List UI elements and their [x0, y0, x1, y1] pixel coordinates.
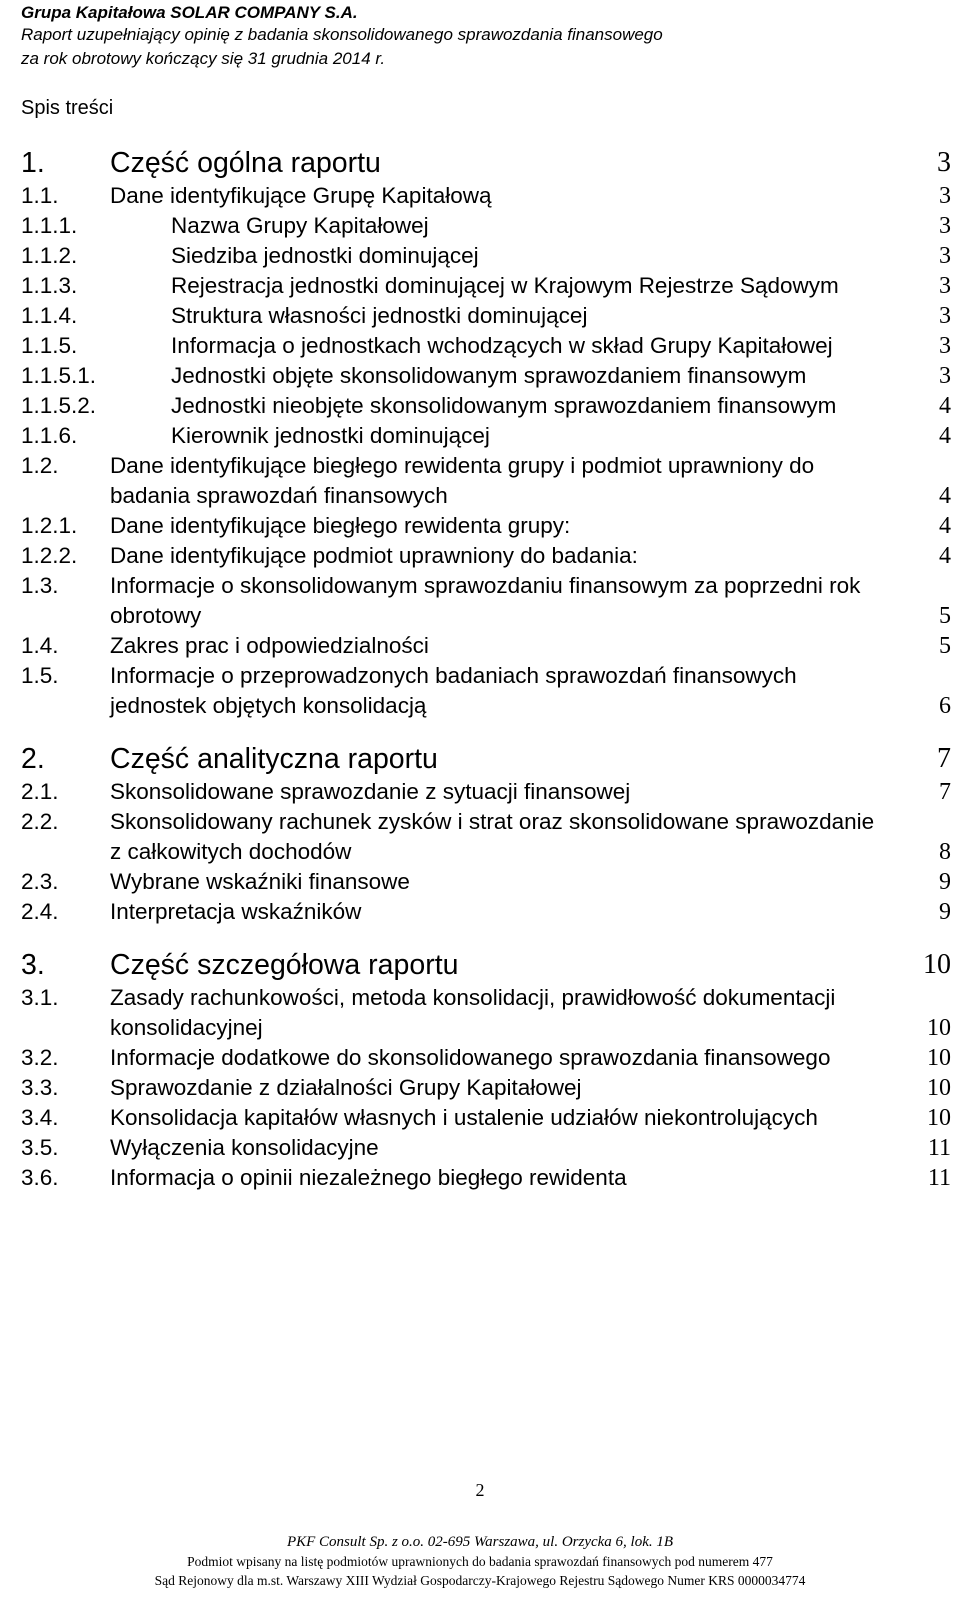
toc-entry-number: 3.4. [21, 1105, 59, 1130]
page-footer [0, 1532, 960, 1590]
toc-section-gap [21, 927, 951, 947]
toc-entry-title: Konsolidacja kapitałów własnych i ustalenie udziałów niekontrolujących [110, 1105, 818, 1130]
toc-entry-title: Struktura własności jednostki dominującej [171, 303, 588, 328]
toc-entry-title: Skonsolidowane sprawozdanie z sytuacji finansowej [110, 779, 631, 804]
toc-entry-page: 10 [927, 1015, 951, 1041]
toc-entry-title: Informacje o przeprowadzonych badaniach sprawozdań finansowych jednostek objętych konsolidacją [110, 663, 797, 718]
toc-entry-title: Część ogólna raportu [110, 147, 381, 179]
toc-entry-number: 1.1.6. [21, 423, 78, 448]
footer-registration: Podmiot wpisany na listę podmiotów uprawnionych do badania sprawozdań finansowych pod numerem 477 [187, 1554, 773, 1569]
toc-entry-page: 10 [927, 1045, 951, 1071]
toc-entry-number: 2.3. [21, 869, 59, 894]
toc-entry-page: 5 [939, 603, 951, 629]
toc-entry-page: 4 [939, 423, 951, 449]
toc-entry-number: 3.1. [21, 985, 59, 1010]
toc-entry[interactable] [21, 807, 951, 867]
toc-entry-title: Dane identyfikujące podmiot uprawniony do badania: [110, 543, 638, 568]
toc-entry-page: 10 [927, 1105, 951, 1131]
report-title-line-2: za rok obrotowy kończący się 31 grudnia 2014 r. [21, 49, 386, 68]
toc-entry-title: Dane identyfikujące biegłego rewidenta grupy i podmiot uprawniony do badania sprawozdań finansowych [110, 453, 815, 508]
toc-entry[interactable] [21, 541, 951, 571]
toc-entry-title: Dane identyfikujące Grupę Kapitałową [110, 183, 492, 208]
toc-entry[interactable] [21, 631, 951, 661]
toc-entry-title: Informacja o jednostkach wchodzących w skład Grupy Kapitałowej [171, 333, 833, 358]
toc-entry-page: 4 [939, 513, 951, 539]
toc-entry-page: 3 [939, 303, 951, 329]
toc-entry[interactable] [21, 571, 951, 631]
toc-entry-page: 4 [939, 393, 951, 419]
toc-entry[interactable] [21, 391, 951, 421]
toc-entry-page: 6 [939, 693, 951, 719]
toc-entry-number: 1.1.3. [21, 273, 78, 298]
toc-entry-number: 1.1.5.1. [21, 363, 97, 388]
toc-entry-number: 2.1. [21, 779, 59, 804]
toc-entry-number: 3.6. [21, 1165, 59, 1190]
toc-entry[interactable] [21, 867, 951, 897]
toc-entry-number: 1.1.5.2. [21, 393, 97, 418]
toc-entry[interactable] [21, 211, 951, 241]
toc-entry-title: Dane identyfikujące biegłego rewidenta grupy: [110, 513, 571, 538]
toc-entry-title: Kierownik jednostki dominującej [171, 423, 490, 448]
table-of-contents [21, 145, 951, 1193]
toc-entry-page: 8 [939, 839, 951, 865]
toc-entry-number: 1.2. [21, 453, 59, 478]
toc-entry[interactable] [21, 741, 951, 777]
toc-entry-title: Zasady rachunkowości, metoda konsolidacji, prawidłowość dokumentacji konsolidacyjnej [110, 985, 836, 1040]
toc-entry-title: Informacje dodatkowe do skonsolidowanego sprawozdania finansowego [110, 1045, 831, 1070]
toc-entry-page: 10 [923, 949, 951, 980]
toc-entry-title: Skonsolidowany rachunek zysków i strat oraz skonsolidowane sprawozdanie z całkowitych dochodów [110, 809, 875, 864]
toc-entry[interactable] [21, 331, 951, 361]
toc-entry-title: Informacja o opinii niezależnego biegłego rewidenta [110, 1165, 627, 1190]
toc-entry-number: 1.1. [21, 183, 59, 208]
toc-section-gap [21, 721, 951, 741]
toc-entry-title: Jednostki nieobjęte skonsolidowanym sprawozdaniem finansowym [171, 393, 837, 418]
toc-entry-title: Jednostki objęte skonsolidowanym sprawozdaniem finansowym [171, 363, 807, 388]
toc-entry-number: 3.3. [21, 1075, 59, 1100]
toc-entry[interactable] [21, 1133, 951, 1163]
toc-entry[interactable] [21, 661, 951, 721]
toc-entry-number: 1.1.4. [21, 303, 78, 328]
toc-entry-page: 3 [939, 333, 951, 359]
toc-entry-number: 3.5. [21, 1135, 59, 1160]
toc-entry[interactable] [21, 983, 951, 1043]
toc-entry-number: 1.1.2. [21, 243, 78, 268]
page-number: 2 [475, 1480, 485, 1500]
company-name: Grupa Kapitałowa SOLAR COMPANY S.A. [21, 3, 358, 22]
toc-entry[interactable] [21, 1163, 951, 1193]
toc-entry-page: 4 [939, 483, 951, 509]
toc-entry-number: 1.2.1. [21, 513, 78, 538]
toc-entry-number: 3. [21, 949, 45, 981]
toc-entry-page: 11 [927, 1135, 951, 1161]
toc-entry[interactable] [21, 241, 951, 271]
toc-entry-number: 3.2. [21, 1045, 59, 1070]
toc-entry-page: 9 [939, 899, 951, 925]
footer-company-address: PKF Consult Sp. z o.o. 02-695 Warszawa, ul. Orzycka 6, lok. 1B [286, 1534, 674, 1550]
toc-entry[interactable] [21, 947, 951, 983]
toc-entry[interactable] [21, 1043, 951, 1073]
toc-entry[interactable] [21, 181, 951, 211]
toc-entry-number: 1.4. [21, 633, 59, 658]
toc-entry-number: 2.2. [21, 809, 59, 834]
toc-entry-title: Nazwa Grupy Kapitałowej [171, 213, 429, 238]
toc-entry-page: 3 [939, 273, 951, 299]
toc-entry-number: 2. [21, 743, 45, 775]
toc-entry-page: 9 [939, 869, 951, 895]
toc-entry-title: Informacje o skonsolidowanym sprawozdaniu finansowym za poprzedni rok obrotowy [110, 573, 861, 628]
toc-entry-page: 7 [937, 743, 951, 774]
toc-entry-title: Zakres prac i odpowiedzialności [110, 633, 429, 658]
toc-entry-title: Sprawozdanie z działalności Grupy Kapitałowej [110, 1075, 582, 1100]
footer-court-register: Sąd Rejonowy dla m.st. Warszawy XIII Wydział Gospodarczy-Krajowego Rejestru Sądowego Numer KRS 0000034774 [154, 1573, 806, 1588]
toc-entry-page: 7 [939, 779, 951, 805]
toc-entry[interactable] [21, 451, 951, 511]
toc-entry-page: 11 [927, 1165, 951, 1191]
toc-entry-page: 3 [939, 363, 951, 389]
document-header [21, 2, 663, 71]
toc-entry-title: Część analityczna raportu [110, 743, 438, 775]
toc-entry[interactable] [21, 1073, 951, 1103]
toc-entry-number: 1.1.1. [21, 213, 78, 238]
toc-entry[interactable] [21, 897, 951, 927]
toc-entry-number: 1.3. [21, 573, 59, 598]
toc-entry[interactable] [21, 271, 951, 301]
toc-entry-number: 1.1.5. [21, 333, 78, 358]
toc-entry[interactable] [21, 777, 951, 807]
toc-entry-number: 1.5. [21, 663, 59, 688]
report-title-line-1: Raport uzupełniający opinię z badania skonsolidowanego sprawozdania finansowego [21, 25, 663, 44]
toc-entry-title: Siedziba jednostki dominującej [171, 243, 479, 268]
toc-entry-title: Wyłączenia konsolidacyjne [110, 1135, 379, 1160]
toc-entry-title: Rejestracja jednostki dominującej w Krajowym Rejestrze Sądowym [171, 273, 839, 298]
toc-entry[interactable] [21, 301, 951, 331]
toc-entry-page: 3 [939, 213, 951, 239]
toc-entry-number: 1. [21, 147, 45, 179]
toc-entry-number: 2.4. [21, 899, 59, 924]
toc-entry-number: 1.2.2. [21, 543, 78, 568]
toc-entry-page: 5 [939, 633, 951, 659]
toc-entry[interactable] [21, 361, 951, 391]
toc-entry-page: 3 [939, 243, 951, 269]
toc-entry[interactable] [21, 1103, 951, 1133]
toc-entry-page: 3 [939, 183, 951, 209]
toc-entry-page: 10 [927, 1075, 951, 1101]
toc-entry[interactable] [21, 421, 951, 451]
toc-entry-title: Wybrane wskaźniki finansowe [110, 869, 410, 894]
toc-entry-title: Część szczegółowa raportu [110, 949, 459, 981]
toc-entry-page: 3 [937, 147, 951, 178]
toc-entry-title: Interpretacja wskaźników [110, 899, 362, 924]
toc-entry-page: 4 [939, 543, 951, 569]
toc-entry[interactable] [21, 145, 951, 181]
toc-heading: Spis treści [21, 97, 114, 119]
toc-entry[interactable] [21, 511, 951, 541]
